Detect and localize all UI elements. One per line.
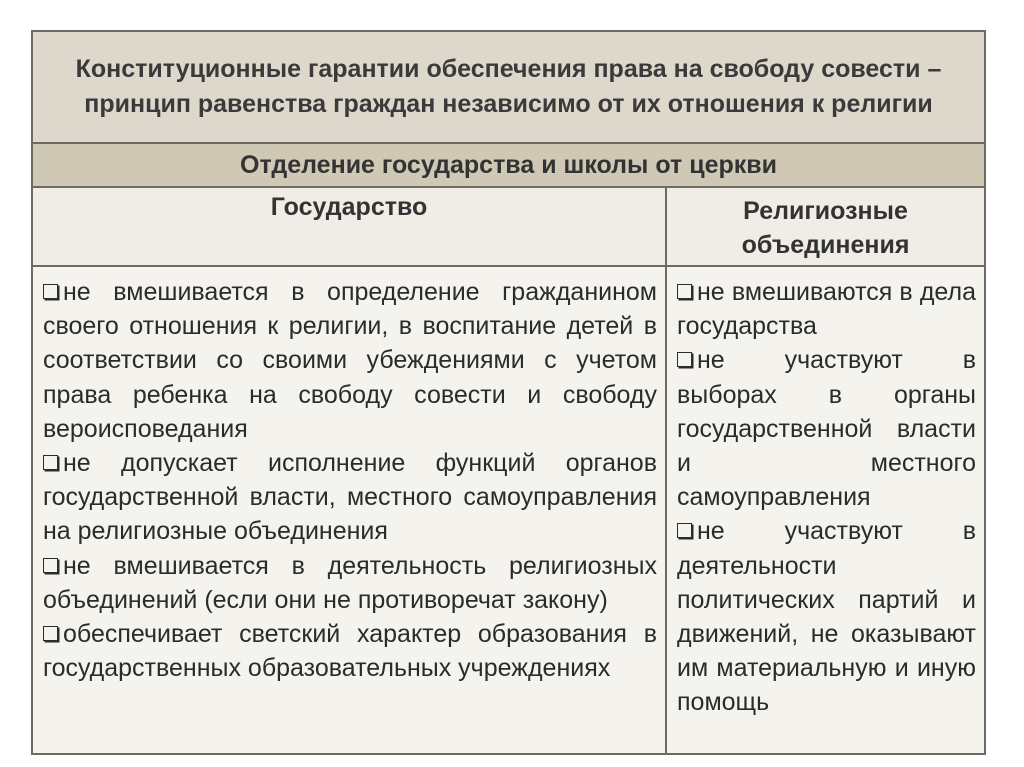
- religious-associations-column: [667, 267, 984, 753]
- checkbox-bullet-icon: [677, 523, 692, 538]
- table-title-row: [33, 32, 984, 144]
- column-headers-row: [33, 188, 984, 267]
- checkbox-bullet-icon: [43, 626, 58, 641]
- checkbox-bullet-icon: [43, 455, 58, 470]
- comparison-table: [31, 30, 986, 755]
- column-header-state: Государство: [33, 188, 667, 265]
- table-subtitle-row: [33, 144, 984, 188]
- checkbox-bullet-icon: [677, 284, 692, 299]
- list-item: не вмешивается в деятельность религиозных объединений (если они не противоречат закону): [43, 551, 657, 614]
- list-item: не участвуют в выборах в органы государственной власти и местного самоуправления: [677, 346, 976, 512]
- list-item: не вмешиваются в дела государства: [677, 278, 976, 341]
- list-item: не вмешивается в определение гражданином своего отношения к религии, в воспитание детей в соответствии со своими убеждениями с учетом права ребенка на свободу совести и свободу вероисповедания: [43, 278, 657, 443]
- table-subtitle: Отделение государства и школы от церкви: [240, 150, 777, 179]
- list-item: обеспечивает светский характер образования в государственных образовательных учреждениях: [43, 620, 657, 683]
- table-title: Конституционные гарантии обеспечения права на свободу совести – принцип равенства граждан независимо от их отношения к религии: [75, 55, 942, 118]
- table-body-row: [33, 267, 984, 753]
- list-item: не допускает исполнение функций органов государственной власти, местного самоуправления на религиозные объединения: [43, 449, 657, 546]
- checkbox-bullet-icon: [677, 352, 692, 367]
- state-column: [33, 267, 667, 753]
- column-header-religious-associations: Религиозные объединения: [741, 197, 910, 259]
- checkbox-bullet-icon: [43, 284, 58, 299]
- list-item: не участвуют в деятельности политических партий и движений, не оказывают им материальную и иную помощь: [677, 517, 976, 717]
- checkbox-bullet-icon: [43, 558, 58, 573]
